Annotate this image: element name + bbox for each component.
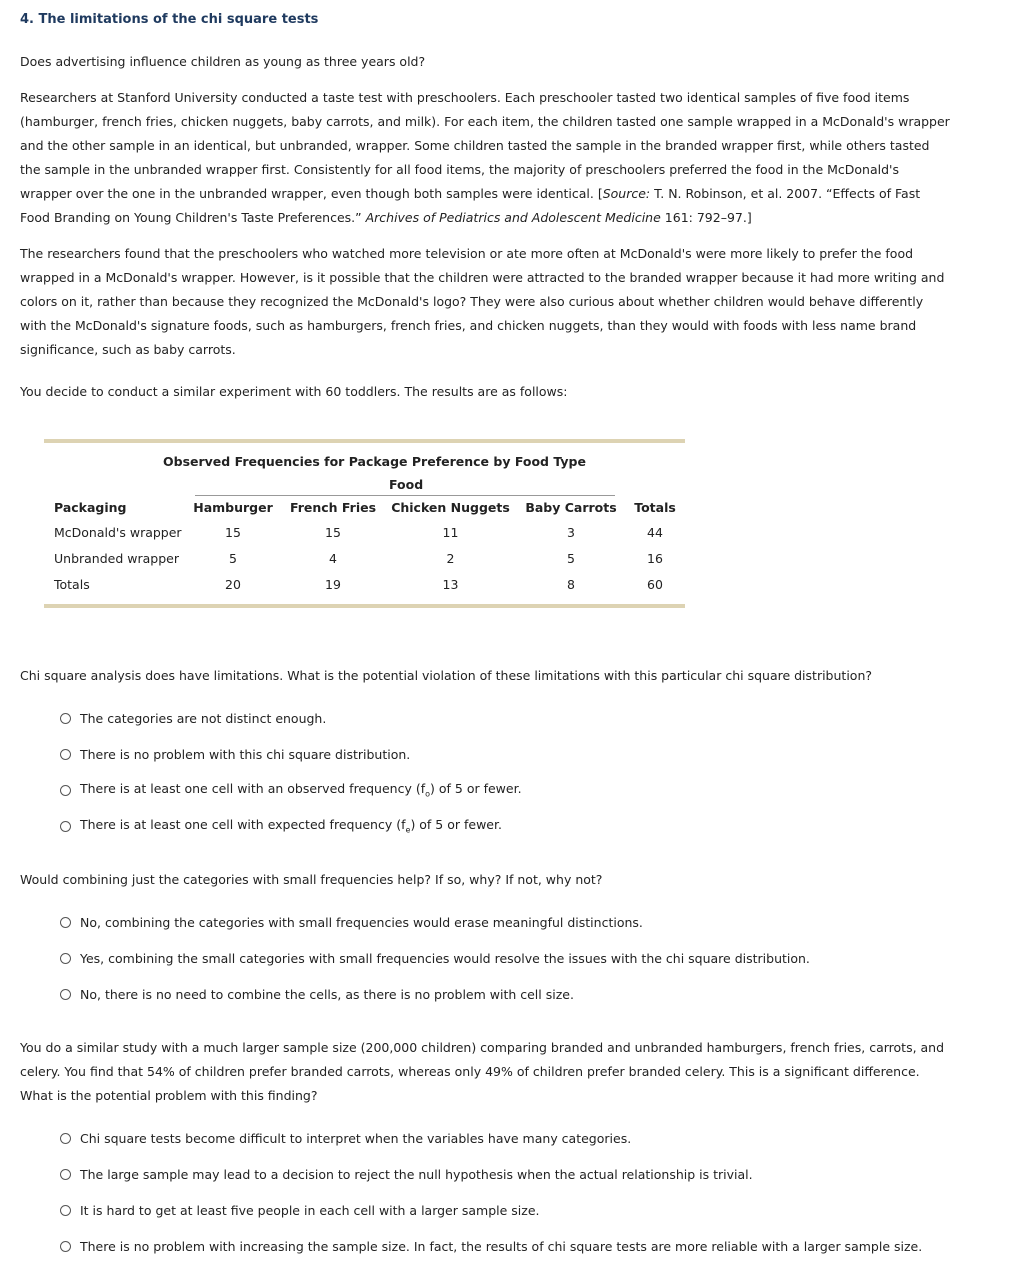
table-cell: 11: [442, 525, 459, 540]
option-label: Chi square tests become difficult to interpret when the variables have many categories.: [80, 1130, 632, 1146]
radio-button[interactable]: [60, 953, 71, 964]
group-header-rule: [195, 495, 615, 496]
table-cell: 8: [567, 577, 575, 592]
intro-question: Does advertising influence children as young as three years old?: [20, 54, 426, 69]
table-cell: 2: [446, 551, 455, 566]
option-text-post: ) of 5 or fewer.: [430, 781, 522, 797]
option-label: Yes, combining the small categories with small frequencies would resolve the issues with the chi square distribution.: [80, 950, 810, 966]
table-cell: 15: [325, 525, 341, 540]
option-text-pre: There is at least one cell with expected frequency (f: [80, 817, 406, 833]
table-cell: 4: [329, 551, 337, 566]
column-header-baby-carrots: Baby Carrots: [525, 500, 617, 515]
table-cell: 5: [229, 551, 237, 566]
table-cell: 44: [647, 525, 663, 540]
column-header-hamburger: Hamburger: [193, 500, 273, 515]
question-2-prompt: Would combining just the categories with small frequencies help? If so, why? If not, why not?: [20, 872, 603, 887]
table-group-header: Food: [389, 477, 424, 492]
option-label: The categories are not distinct enough.: [80, 710, 327, 726]
option-label: [80, 817, 502, 835]
row-label-unbranded: Unbranded wrapper: [54, 551, 179, 566]
radio-button[interactable]: [60, 1205, 71, 1216]
radio-button[interactable]: [60, 1133, 71, 1144]
table-caption: Observed Frequencies for Package Preference by Food Type: [163, 454, 586, 469]
q1-option-1[interactable]: [60, 710, 326, 726]
q1-option-3[interactable]: [60, 782, 522, 798]
radio-button[interactable]: [60, 1169, 71, 1180]
radio-button[interactable]: [60, 917, 71, 928]
column-header-chicken-nuggets: Chicken Nuggets: [391, 500, 510, 515]
experiment-paragraph: You decide to conduct a similar experiment with 60 toddlers. The results are as follows:: [20, 384, 568, 399]
q2-option-1[interactable]: [60, 914, 643, 930]
table-cell: 3: [567, 525, 575, 540]
findings-paragraph: The researchers found that the preschoolers who watched more television or ate more often at McDonald's were more likely to prefer the food wrapped in a McDonald's wrapper. However, is it possible that the children were attracted to the branded wrapper because it had more writing and colors on it, rather than because they recognized the McDonald's logo? They were also curious about whether children would behave differently with the McDonald's signature foods, such as hamburgers, french fries, and chicken nuggets, than they would with foods with less name brand significance, such as baby carrots.: [20, 246, 945, 357]
option-label: There is no problem with increasing the sample size. In fact, the results of chi square tests are more reliable with a larger sample size.: [80, 1238, 923, 1254]
q3-option-3[interactable]: [60, 1202, 540, 1218]
option-label: No, there is no need to combine the cells, as there is no problem with cell size.: [80, 986, 574, 1002]
radio-button[interactable]: [60, 749, 71, 760]
question-3-prompt: You do a similar study with a much larger sample size (200,000 children) comparing branded and unbranded hamburgers, french fries, carrots, and celery. You find that 54% of children prefer branded carrots, whereas only 49% of children prefer branded celery. This is a significant difference. What is the potential problem with this finding?: [20, 1040, 945, 1103]
table-cell: 13: [442, 577, 459, 592]
q2-option-2[interactable]: [60, 950, 810, 966]
question-1-prompt: Chi square analysis does have limitations. What is the potential violation of these limitations with this particular chi square distribution?: [20, 668, 872, 683]
column-header-totals: Totals: [634, 500, 676, 515]
q2-option-3[interactable]: [60, 986, 574, 1002]
option-text-post: ) of 5 or fewer.: [410, 817, 502, 833]
background-text: Researchers at Stanford University conducted a taste test with preschoolers. Each preschooler tasted two identical samples of five food items (hamburger, french fries, chicken nuggets, baby carrots, and milk). For each item, the children tasted one sample wrapped in a McDonald's wrapper and the other sample in an identical, but unbranded, wrapper. Some children tasted the sample in the branded wrapper first, while others tasted the sample in the unbranded wrapper first. Consistently for all food items, the majority of preschoolers preferred the food in the McDonald's wrapper over the one in the unbranded wrapper, even though both samples were identical. [: [20, 90, 950, 201]
table-row-header: Packaging: [54, 500, 127, 515]
q1-option-2[interactable]: [60, 746, 410, 762]
option-label: [80, 781, 522, 799]
source-text: T. N. Robinson, et al. 2007. “Effects of Fast Food Branding on Young Children's Taste Preferences.”: [20, 186, 921, 225]
q3-option-1[interactable]: [60, 1130, 631, 1146]
option-label: The large sample may lead to a decision to reject the null hypothesis when the actual relationship is trivial.: [80, 1166, 753, 1182]
background-paragraph: [20, 86, 950, 230]
subscript-e: e: [405, 825, 411, 835]
radio-button[interactable]: [60, 989, 71, 1000]
table-cell: 15: [225, 525, 241, 540]
q3-option-4[interactable]: [60, 1238, 922, 1254]
page-title: 4. The limitations of the chi square tests: [20, 12, 319, 27]
row-label-mcdonalds: McDonald's wrapper: [54, 525, 182, 540]
radio-button[interactable]: [60, 785, 71, 796]
radio-button[interactable]: [60, 713, 71, 724]
option-label: There is no problem with this chi square distribution.: [80, 746, 411, 762]
option-label: It is hard to get at least five people in each cell with a larger sample size.: [80, 1202, 540, 1218]
option-label: No, combining the categories with small frequencies would erase meaningful distinctions.: [80, 914, 643, 930]
radio-button[interactable]: [60, 1241, 71, 1252]
table-cell: 20: [225, 577, 241, 592]
table-cell: 5: [567, 551, 575, 566]
column-header-french-fries: French Fries: [289, 500, 377, 515]
radio-button[interactable]: [60, 821, 71, 832]
table-cell: 60: [647, 577, 663, 592]
q3-option-2[interactable]: [60, 1166, 753, 1182]
subscript-o: o: [425, 789, 431, 799]
row-label-totals: Totals: [54, 577, 90, 592]
table-cell: 19: [325, 577, 341, 592]
q1-option-4[interactable]: [60, 818, 502, 834]
option-text-pre: There is at least one cell with an observed frequency (f: [80, 781, 426, 797]
journal-name: Archives of Pediatrics and Adolescent Medicine: [365, 210, 661, 225]
source-label: Source:: [602, 186, 651, 201]
citation-end: 161: 792–97.]: [660, 210, 752, 225]
table-cell: 16: [647, 551, 663, 566]
